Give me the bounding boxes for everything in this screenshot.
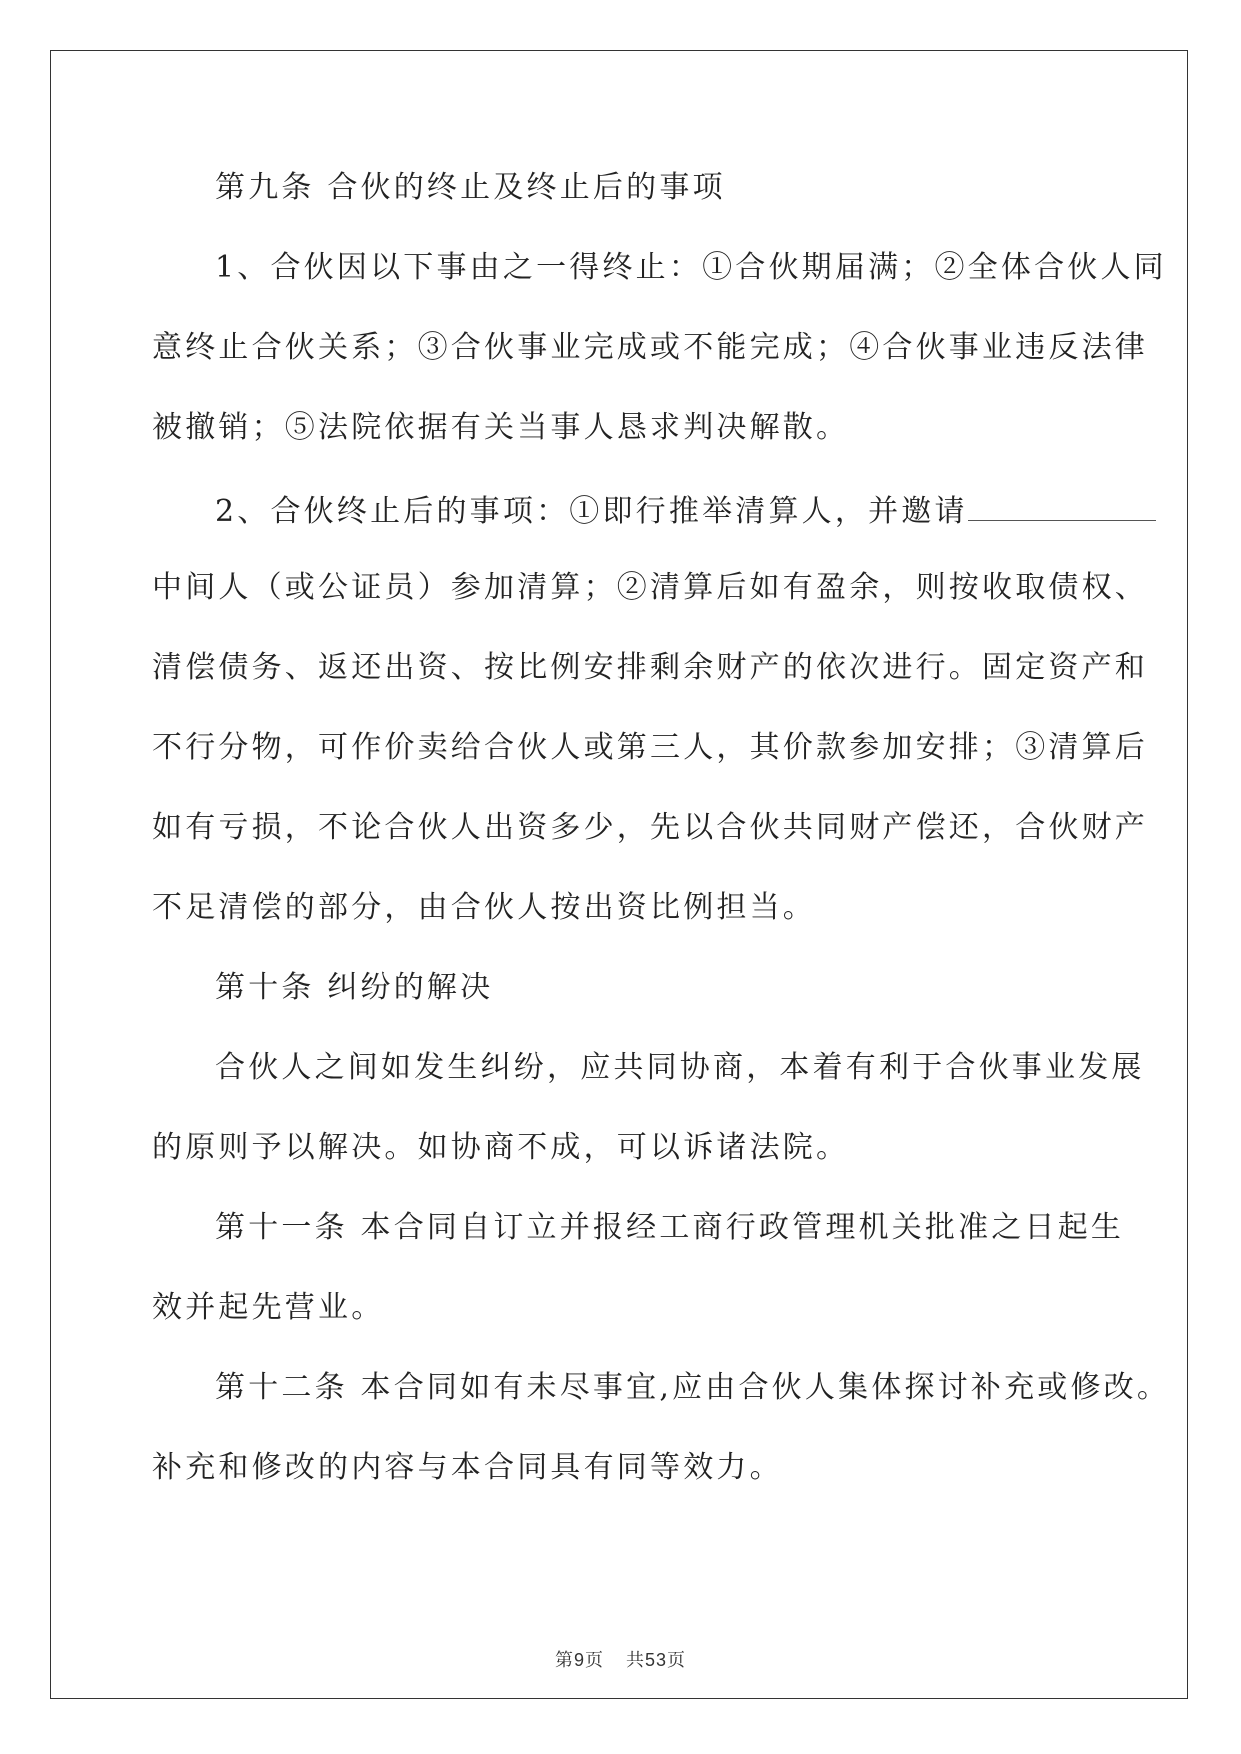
paragraph-line: 合伙人之间如发生纠纷，应共同协商，本着有利于合伙事业发展 (215, 1050, 1145, 1085)
paragraph-line: 如有亏损，不论合伙人出资多少，先以合伙共同财产偿还，合伙财产 (152, 810, 1148, 845)
page-suffix: 页 (584, 1650, 604, 1670)
total-pages: 53 (644, 1650, 668, 1670)
paragraph-line: 效并起先营业。 (152, 1290, 385, 1325)
paragraph-line: 意终止合伙关系；③合伙事业完成或不能完成；④合伙事业违反法律 (152, 330, 1148, 365)
fill-in-blank (968, 480, 1156, 521)
paragraph-line: 1、合伙因以下事由之一得终止：①合伙期届满；②全体合伙人同 (215, 250, 1167, 285)
document-body (152, 160, 1171, 1520)
total-prefix: 共 (625, 1650, 645, 1670)
page-footer (0, 1646, 1241, 1672)
article-11-line: 第十一条 本合同自订立并报经工商行政管理机关批准之日起生 (215, 1210, 1125, 1245)
paragraph-line: 被撤销；⑤法院依据有关当事人恳求判决解散。 (152, 410, 850, 445)
article-9-heading: 第九条 合伙的终止及终止后的事项 (215, 170, 726, 205)
paragraph-line: 的原则予以解决。如协商不成，可以诉诸法院。 (152, 1130, 850, 1165)
article-12-line: 第十二条 本合同如有未尽事宜,应由合伙人集体探讨补充或修改。 (215, 1370, 1171, 1405)
paragraph-line: 补充和修改的内容与本合同具有同等效力。 (152, 1450, 783, 1485)
paragraph-line: 不足清偿的部分，由合伙人按出资比例担当。 (152, 890, 816, 925)
page-prefix: 第 (554, 1650, 574, 1670)
paragraph-line: 清偿债务、返还出资、按比例安排剩余财产的依次进行。固定资产和 (152, 650, 1148, 685)
paragraph-line-text: 2、合伙终止后的事项：①即行推举清算人，并邀请 (215, 494, 968, 529)
article-10-heading: 第十条 纠纷的解决 (215, 970, 494, 1005)
paragraph-line: 中间人（或公证员）参加清算；②清算后如有盈余，则按收取债权、 (152, 570, 1148, 605)
page-number: 9 (573, 1650, 585, 1670)
paragraph-line: 不行分物，可作价卖给合伙人或第三人，其价款参加安排；③清算后 (152, 730, 1148, 765)
total-suffix: 页 (667, 1650, 687, 1670)
paragraph-line-with-blank (152, 480, 1087, 560)
